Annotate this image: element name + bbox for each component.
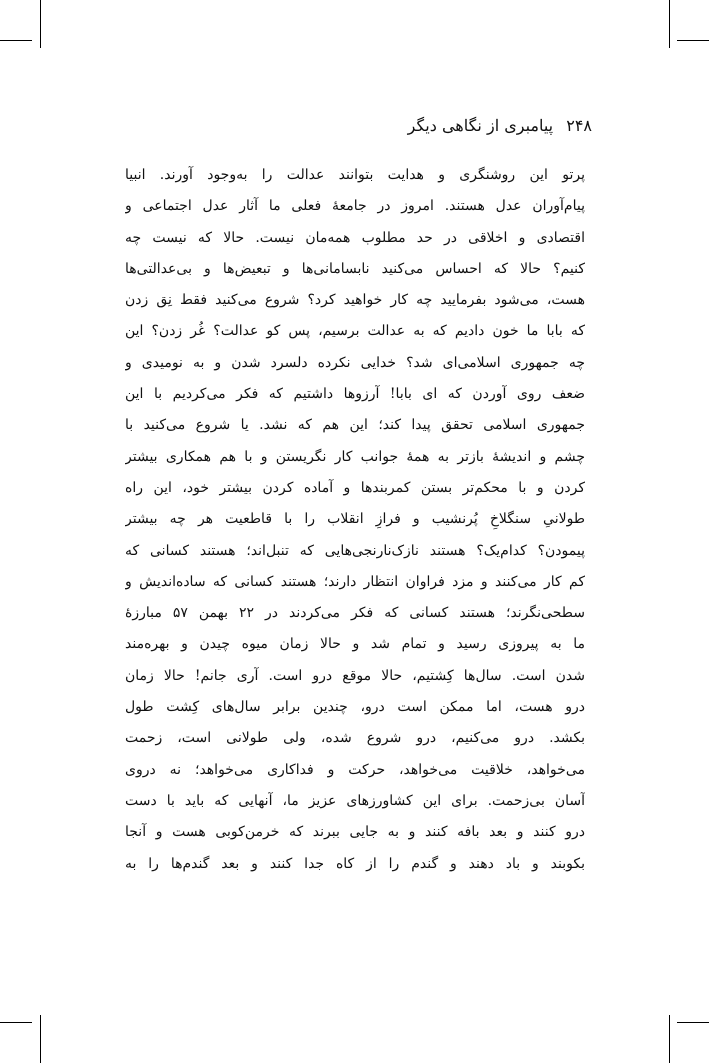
- text-line: چشم و اندیشهٔ بازتر به همهٔ جوانب کار نگریستن و با هم همکاری بیشتر: [125, 448, 585, 465]
- text-line: بکوبند و باد دهند و گندم را از کاه جدا کنند و بعد گندم‌ها را به: [125, 855, 585, 872]
- crop-mark-top-right-vertical: [669, 0, 670, 48]
- text-line: ما به پیروزی رسید و تمام شد و حالا زمان میوه چیدن و بهره‌مند: [125, 636, 585, 653]
- page-number: ۲۴۸: [566, 116, 592, 135]
- text-line: ضعف روی آوردن که ای بابا! آرزوها داشتیم که فکر می‌کردیم با این: [125, 386, 585, 403]
- crop-mark-bottom-right-vertical: [669, 1015, 670, 1063]
- text-line: کم کار می‌کنند و مزد فراوان انتظار دارند؛ هستند کسانی که ساده‌اندیش و: [125, 573, 585, 590]
- crop-mark-bottom-right-horizontal: [677, 1022, 709, 1023]
- text-line: هست، می‌شود بفرمایید چه کار خواهید کرد؟ شروع می‌کنید فقط نِق زدن: [125, 292, 585, 309]
- text-line: بکشد. درو می‌کنیم، درو شروع شده، ولی طولانی است، زحمت: [125, 730, 585, 747]
- text-line: که بابا ما خون دادیم که به عدالت برسیم، پس کو عدالت؟ غُر زدن؟ این: [125, 323, 585, 340]
- body-text: [125, 160, 585, 880]
- text-line: درو هست، اما ممکن است درو، چندین برابر سال‌های کِشت طول: [125, 699, 585, 716]
- text-line: شدن است. سال‌ها کِشتیم، حالا موقع درو است. آری جانم! حالا زمان: [125, 667, 585, 684]
- text-line: جمهوری اسلامی تحقق پیدا کند؛ این هم که نشد. یا شروع می‌کنید با: [125, 417, 585, 434]
- crop-mark-top-left-vertical: [40, 0, 41, 48]
- text-line: پرتو این روشنگری و هدایت بتوانند عدالت را به‌وجود آورند. انبیا: [125, 167, 585, 183]
- text-line: درو کنند و بعد بافه کنند و به جایی ببرند که خرمن‌کوبی هست و آنجا: [125, 824, 585, 841]
- text-line: کنیم؟ حالا که احساس می‌کنید نابسامانی‌ها و تبعیض‌ها و بی‌عدالتی‌ها: [125, 260, 585, 277]
- crop-mark-bottom-left-vertical: [40, 1015, 41, 1063]
- text-line: پیمودن؟ کدام‌یک؟ هستند نازک‌نارنجی‌هایی که تنبل‌اند؛ هستند کسانی که: [125, 542, 585, 559]
- book-title: پیامبری از نگاهی دیگر: [407, 116, 554, 135]
- text-line: آسان بی‌زحمت. برای این کشاورزهای عزیز ما، آنهایی که باید با دست: [125, 792, 585, 809]
- crop-mark-top-right-horizontal: [677, 40, 709, 41]
- text-line: طولانیِ سنگلاخِ پُرنشیب و فرازِ انقلاب را با قاطعیت هر چه بیشتر: [125, 511, 585, 528]
- crop-mark-bottom-left-horizontal: [0, 1022, 32, 1023]
- text-line: پیام‌آوران عدل هستند. امروز در جامعهٔ فعلی ما آثار عدل اجتماعی و: [125, 198, 585, 215]
- text-line: چه جمهوری اسلامی‌ای شد؟ خدایی نکرده دلسرد شدن و به نومیدی و: [125, 354, 585, 371]
- text-line: سطحی‌نگرند؛ هستند کسانی که فکر می‌کردند در ۲۲ بهمن ۵۷ مبارزهٔ: [125, 605, 585, 622]
- running-header: [408, 115, 592, 137]
- crop-mark-top-left-horizontal: [0, 40, 32, 41]
- text-line: اقتصادی و اخلاقی در حد مطلوب همه‌مان نیست. حالا که نیست چه: [125, 229, 585, 246]
- text-line: کردن و با محکم‌تر بستن کمربندها و آماده کردن بیشتر خود، این راه: [125, 479, 585, 496]
- text-line: می‌خواهد، خلاقیت می‌خواهد، حرکت و فداکاری می‌خواهد؛ نه دروی: [125, 761, 585, 778]
